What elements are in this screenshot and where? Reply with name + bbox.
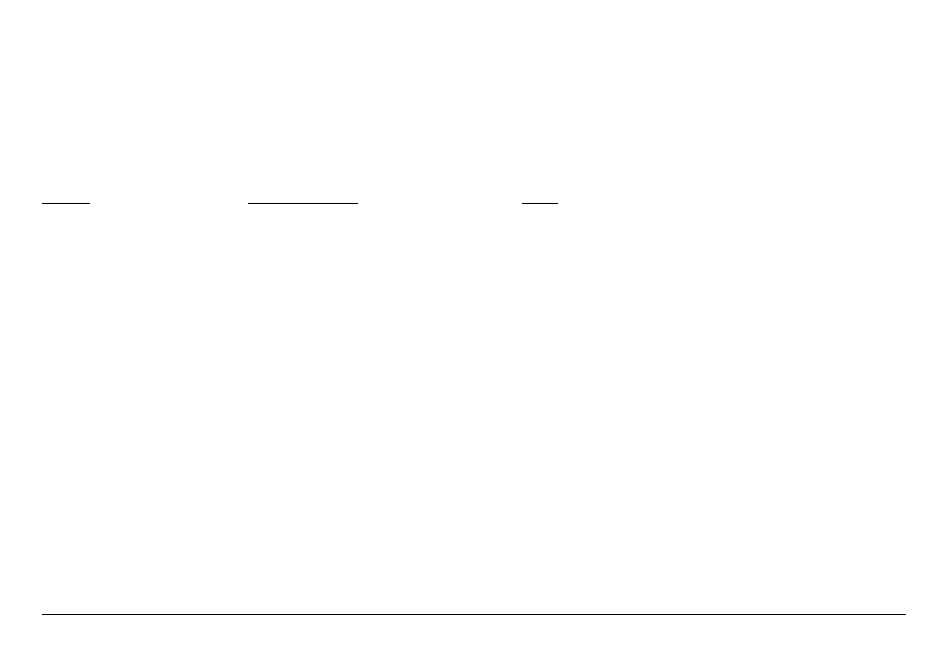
pages-current-blank bbox=[544, 203, 558, 204]
pages-total-blank bbox=[522, 203, 544, 204]
project-name bbox=[248, 203, 358, 204]
month-value bbox=[80, 203, 90, 204]
page-count-field bbox=[522, 193, 558, 207]
footer-divider bbox=[42, 614, 906, 615]
period-field bbox=[42, 193, 90, 207]
project-name-field bbox=[248, 193, 358, 207]
attendance-legend bbox=[42, 142, 92, 155]
year-value bbox=[42, 203, 80, 204]
